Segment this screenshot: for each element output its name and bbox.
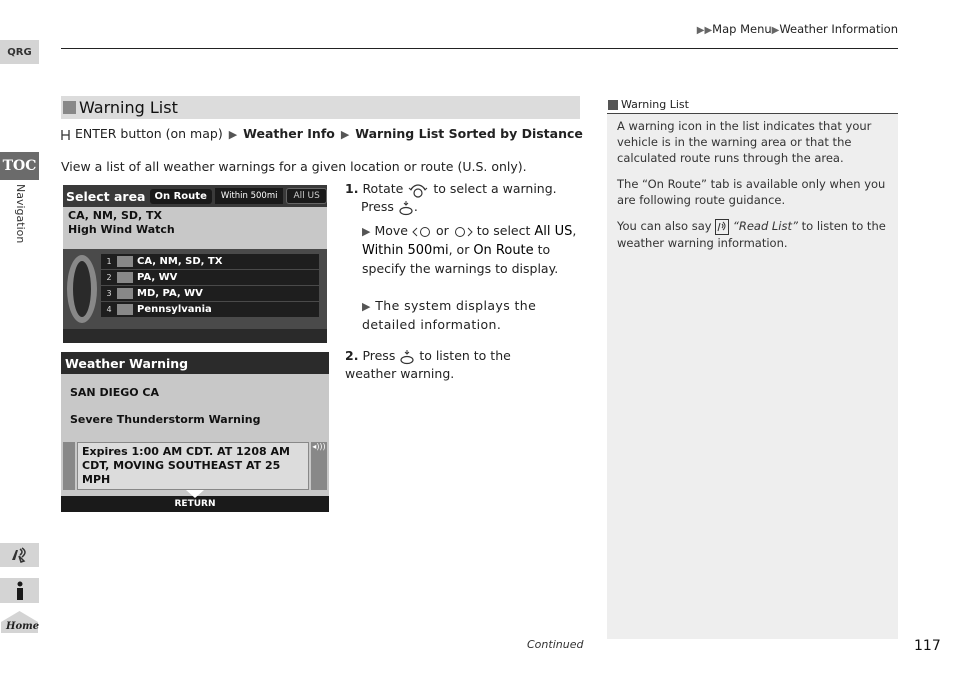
square-bullet-icon	[63, 101, 76, 114]
step-text: Move	[374, 223, 408, 238]
row-label: PA, WV	[137, 272, 178, 283]
weather-warning-screen	[61, 352, 329, 512]
tab-within[interactable]: Within 500mi	[215, 188, 284, 204]
step-number: 1.	[345, 181, 359, 196]
step-text: to specify the warnings to display.	[362, 242, 559, 276]
row-number: 3	[106, 289, 112, 298]
list-item[interactable]	[101, 286, 319, 301]
selector-knob-icon	[67, 255, 97, 323]
warning-icon	[117, 288, 133, 299]
rotate-knob-icon	[407, 182, 429, 198]
sidebar-paragraph	[607, 218, 898, 251]
sidebar-heading	[607, 96, 898, 114]
section-label: Navigation	[14, 184, 27, 244]
path-prefix: ENTER button (on map)	[74, 126, 223, 141]
voice-command: “Read List”	[732, 219, 798, 233]
qrg-tab[interactable]: QRG	[0, 40, 39, 64]
sidebar-note	[607, 96, 898, 639]
step-1-sub-1: ▶ Move or to select All US, Within 500mi, or On Route to specify the warnings to display.	[362, 223, 577, 276]
step-text: to select a warning.	[433, 181, 557, 196]
note-icon	[608, 100, 618, 110]
row-number: 4	[106, 305, 112, 314]
sidebar-title: Warning List	[621, 98, 689, 111]
move-right-icon	[453, 226, 473, 238]
warning-icon	[117, 272, 133, 283]
step-1	[345, 180, 575, 216]
step-text: The system displays the detailed information.	[362, 298, 537, 332]
step-text: Press	[361, 199, 394, 214]
list-item[interactable]	[101, 302, 319, 317]
step-2	[345, 347, 545, 383]
sidebar-paragraph: A warning icon in the list indicates that your vehicle is in the warning area or that the calculated route runs through the area.	[617, 119, 872, 165]
page-number: 117	[914, 638, 941, 654]
path-warning-list: Warning List Sorted by Distance	[355, 126, 583, 141]
step-text: , or	[448, 242, 470, 257]
info-icon	[13, 581, 27, 601]
list-item[interactable]	[101, 254, 319, 269]
menu-path: ENTER button (on map) ▶ Weather Info ▶ Warning List Sorted by Distance	[61, 126, 583, 142]
screen-footer-bar	[63, 329, 327, 343]
step-text: Rotate	[362, 181, 404, 196]
screen-title: Weather Warning	[61, 352, 329, 374]
screen-title: Select area	[66, 188, 146, 204]
step-text: Press	[362, 348, 396, 363]
info-tab[interactable]	[0, 578, 39, 603]
voice-speaker-icon[interactable]: ◂)))	[311, 442, 327, 490]
section-heading	[61, 96, 580, 119]
option-within: Within 500mi	[362, 243, 449, 258]
move-left-icon	[412, 226, 432, 238]
section-title: Warning List	[79, 98, 178, 117]
sidebar-text: You can also say	[617, 219, 712, 233]
select-area-screen	[63, 185, 327, 343]
talk-button-icon	[715, 219, 729, 235]
list-item[interactable]	[101, 270, 319, 285]
home-icon	[0, 610, 39, 634]
breadcrumb-map-menu[interactable]: Map Menu	[712, 22, 772, 36]
header-divider	[61, 48, 898, 49]
step-text: to listen to the weather warning.	[345, 348, 511, 381]
voice-command-tab[interactable]	[0, 543, 39, 567]
step-text: .	[413, 199, 418, 214]
home-tab[interactable]	[0, 610, 39, 634]
scroll-strip	[63, 442, 75, 490]
press-knob-icon	[399, 349, 415, 365]
row-number: 2	[106, 273, 112, 282]
breadcrumb: ▶▶Map Menu▶Weather Information	[696, 22, 898, 36]
selected-warning-type: High Wind Watch	[68, 223, 175, 236]
option-all-us: All US	[534, 224, 573, 239]
row-number: 1	[106, 257, 112, 266]
intro-text: View a list of all weather warnings for a given location or route (U.S. only).	[61, 159, 527, 174]
warning-location: SAN DIEGO CA	[70, 386, 160, 399]
sidebar-text: to listen to the weather warning information.	[617, 219, 886, 250]
breadcrumb-weather-info[interactable]: Weather Information	[779, 22, 898, 36]
return-button[interactable]: RETURN	[61, 496, 329, 512]
step-number: 2.	[345, 348, 359, 363]
step-1-sub-2: ▶ The system displays the detailed information.	[362, 298, 537, 332]
selected-area: CA, NM, SD, TX	[68, 209, 163, 222]
continued-label: Continued	[527, 638, 584, 651]
path-weather-info: Weather Info	[243, 126, 335, 141]
tab-on-route[interactable]: On Route	[150, 189, 212, 204]
step-text: or	[435, 223, 449, 238]
home-button-icon	[61, 128, 71, 142]
voice-icon	[9, 546, 31, 564]
warning-details: Expires 1:00 AM CDT. AT 1208 AM CDT, MOVING SOUTHEAST AT 25 MPH	[77, 442, 309, 490]
tab-all-us[interactable]: All US	[286, 188, 326, 204]
warning-severity: Severe Thunderstorm Warning	[70, 413, 261, 426]
sidebar-paragraph: The “On Route” tab is available only when you are following route guidance.	[617, 177, 886, 207]
press-knob-icon	[398, 200, 414, 216]
row-label: CA, NM, SD, TX	[137, 256, 223, 267]
home-label: Home	[6, 621, 39, 632]
down-arrow-icon	[186, 490, 204, 498]
option-on-route: On Route	[473, 243, 534, 258]
row-label: Pennsylvania	[137, 304, 212, 315]
step-text: to select	[476, 223, 531, 238]
toc-tab[interactable]: TOC	[0, 152, 39, 180]
warning-icon	[117, 256, 133, 267]
row-label: MD, PA, WV	[137, 288, 203, 299]
warning-icon	[117, 304, 133, 315]
